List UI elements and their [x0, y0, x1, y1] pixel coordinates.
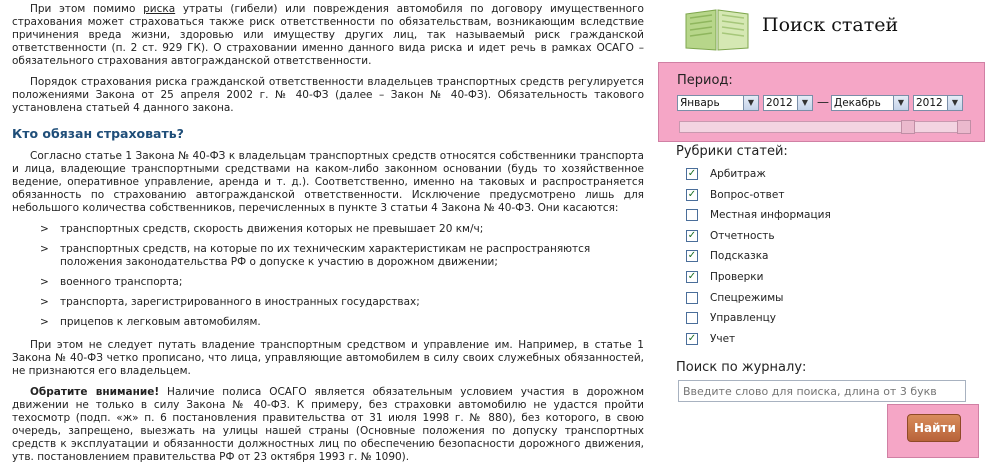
chevron-down-icon: ▼ — [797, 96, 812, 110]
bullet-icon: > — [40, 243, 49, 255]
article-paragraph: При этом не следует путать владение транспортным средством и управление им. Например, в статье 1 Закона № 40-ФЗ четко прописано, что лица, управляющие автомобилем в силу своих служебных обязанностей, не признаются его владельцем. — [12, 339, 644, 377]
bullet-icon: > — [40, 316, 49, 328]
find-panel — [887, 404, 979, 458]
period-label: Период: — [677, 73, 733, 88]
article-paragraph: Обратите внимание! Наличие полиса ОСАГО является обязательным условием участия в дорожном движении не только в силу Закона № 40-ФЗ. К примеру, без страховки автомобилю не удастся пройти техосмотр (подп. «ж» п. 6 постановления правительства от 31 июля 1998 г. № 880), без которого, в свою очередь, запрещено, выезжать на улицы нашей страны (Основные положения по допуску транспортных средств к эксплуатации и обязанности должностных лиц по обеспечению безопасности дорожного движения, утв. постановлением правительства РФ от 23 октября 1993 г. № 1090). — [12, 386, 644, 463]
list-item: > военного транспорта; — [40, 276, 183, 288]
from-year-select[interactable]: 2012 ▼ — [763, 95, 813, 111]
rubric-checkbox[interactable]: ✓ — [687, 250, 697, 262]
journal-search-label: Поиск по журналу: — [676, 360, 807, 375]
list-item: > прицепов к легковым автомобилям. — [40, 316, 261, 328]
slider-handle-from[interactable] — [901, 120, 915, 134]
search-sidebar: Поиск статей Период: Январь ▼ 2012 ▼ — Декабрь ▼ 2012 ▼ Рубрики статей: ✓ Арбитраж ✓ Вопрос-ответ Местная информация ✓ Отчетность ✓ Подсказка ✓ Проверки Спецрежимы Управленцу ✓ Учет Поиск по журналу: Введите слово для поиска, длина от 3 букв Найти — [656, 0, 986, 471]
article-paragraph: Порядок страхования риска гражданской ответственности владельцев транспортных средств регулируется положениями Закона от 25 апреля 2002 г. № 40-ФЗ (далее – Закон № 40-ФЗ). Обязательность такового установлена статьей 4 данного закона. — [12, 76, 644, 114]
to-year-select[interactable]: 2012 ▼ — [913, 95, 963, 111]
find-button[interactable]: Найти — [907, 414, 961, 442]
search-title: Поиск статей — [762, 14, 899, 36]
chevron-down-icon: ▼ — [743, 96, 758, 110]
exemption-list — [40, 223, 644, 329]
chevron-down-icon: ▼ — [893, 96, 908, 110]
list-item: > транспортных средств, скорость движения которых не превышает 20 км/ч; — [40, 223, 484, 235]
rubric-checkbox[interactable]: ✓ — [687, 188, 697, 200]
from-month-select[interactable]: Январь ▼ — [677, 95, 759, 111]
bullet-icon: > — [40, 296, 49, 308]
list-item: > транспорта, зарегистрированного в иностранных государствах; — [40, 296, 420, 308]
rubric-checkbox[interactable] — [686, 312, 698, 324]
chevron-down-icon: ▼ — [947, 96, 962, 110]
slider-handle-to[interactable] — [957, 120, 971, 134]
bullet-icon: > — [40, 223, 49, 235]
risk-link[interactable]: риска — [143, 3, 176, 15]
article-paragraph: Согласно статье 1 Закона № 40-ФЗ к владельцам транспортных средств относятся собственники транспорта и лица, владеющие транспортными средствами на каком-либо законном основании (будь то хозяйственное ведение, оперативное управление, аренда и т. д.). Соответственно, именно на таковых и распространяется обязанность по страхованию автогражданской ответственности. Исключение предусмотрено лишь для небольшого количества собственников, перечисленных в пункте 3 статьи 4 Закона № 40-ФЗ. Они касаются: — [12, 150, 644, 214]
journal-search-input[interactable] — [678, 380, 966, 402]
rubric-checkbox[interactable] — [686, 209, 698, 221]
period-dash: — — [817, 95, 829, 109]
to-month-select[interactable]: Декабрь ▼ — [831, 95, 909, 111]
rubric-checkbox[interactable]: ✓ — [687, 332, 697, 344]
rubric-checkbox[interactable]: ✓ — [687, 270, 697, 282]
period-panel — [658, 62, 985, 142]
note-label: Обратите внимание! — [30, 386, 160, 398]
rubric-checkbox[interactable]: ✓ — [687, 168, 697, 179]
article-body — [12, 0, 644, 472]
rubric-checkbox[interactable]: ✓ — [687, 229, 697, 241]
book-icon — [682, 6, 752, 52]
list-item: > транспортных средств, на которые по их техническим характеристикам не распространяются положения законодательства РФ о допуске к участию в дорожном движении; — [40, 243, 591, 268]
bullet-icon: > — [40, 276, 49, 288]
period-slider[interactable] — [679, 121, 971, 133]
rubrics-label: Рубрики статей: — [676, 144, 788, 159]
article-heading: Кто обязан страховать? — [12, 126, 184, 141]
rubric-checkbox[interactable] — [686, 292, 698, 304]
article-paragraph: При этом помимо риска утраты (гибели) или повреждения автомобиля по договору имущественного страхования может страховаться также риск ответственности по обязательствам, возникающим вследствие причинения вреда жизни, здоровью или имуществу других лиц, так называемый риск гражданской ответственности (п. 2 ст. 929 ГК). О страховании именно данного вида риска и идет речь в рамках ОСАГО – обязательного страхования автогражданской ответственности. — [12, 3, 644, 67]
